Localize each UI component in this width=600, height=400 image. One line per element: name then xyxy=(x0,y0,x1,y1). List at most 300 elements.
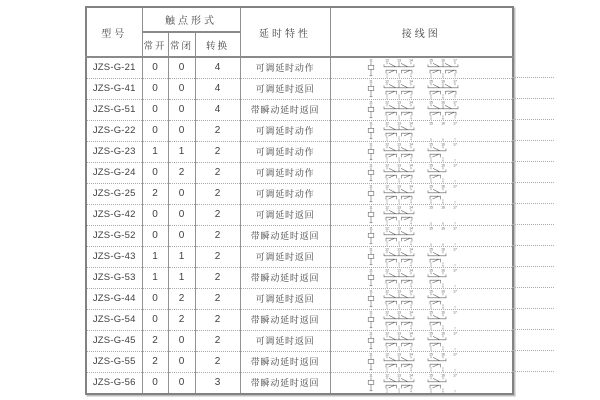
svg-text:14: 14 xyxy=(409,142,414,147)
svg-text:12: 12 xyxy=(385,247,390,252)
svg-text:13: 13 xyxy=(397,352,402,357)
changeover-count-cell: 2 xyxy=(195,142,240,163)
svg-text:13: 13 xyxy=(397,247,402,252)
table-row xyxy=(86,100,513,121)
changeover-count-cell: 2 xyxy=(195,310,240,331)
svg-text:5: 5 xyxy=(430,95,433,99)
table-row xyxy=(86,373,513,395)
normally-open-count-cell: 2 xyxy=(142,331,168,352)
svg-text:11: 11 xyxy=(369,226,374,231)
svg-text:15: 15 xyxy=(429,268,434,273)
normally-open-count-cell: 2 xyxy=(142,184,168,205)
svg-text:3: 3 xyxy=(398,242,401,246)
changeover-count-cell: 2 xyxy=(195,331,240,352)
svg-text:7: 7 xyxy=(454,221,457,225)
wiring-diagram-cell xyxy=(330,184,513,205)
svg-text:13: 13 xyxy=(397,289,402,294)
svg-text:15: 15 xyxy=(429,184,434,189)
normally-open-count-cell: 0 xyxy=(142,310,168,331)
header-normally-open: 常开 xyxy=(142,32,168,57)
svg-text:3: 3 xyxy=(398,368,401,372)
table-row xyxy=(86,184,513,205)
normally-closed-count-cell: 2 xyxy=(168,310,195,331)
svg-text:16: 16 xyxy=(441,163,446,168)
svg-text:7: 7 xyxy=(454,389,457,393)
svg-text:3: 3 xyxy=(398,158,401,162)
changeover-count-cell: 4 xyxy=(195,79,240,100)
svg-text:13: 13 xyxy=(397,58,402,63)
svg-text:17: 17 xyxy=(453,58,458,63)
normally-closed-count-cell: 0 xyxy=(168,79,195,100)
svg-text:16: 16 xyxy=(441,289,446,294)
svg-text:13: 13 xyxy=(397,142,402,147)
svg-text:12: 12 xyxy=(385,121,390,126)
changeover-count-cell: 2 xyxy=(195,226,240,247)
wiring-diagram-icon xyxy=(361,331,481,351)
svg-text:13: 13 xyxy=(397,100,402,105)
normally-open-count-cell: 0 xyxy=(142,57,168,79)
svg-text:5: 5 xyxy=(430,242,433,246)
row-separator-overflow xyxy=(512,266,554,267)
svg-text:16: 16 xyxy=(441,331,446,336)
normally-open-count-cell: 0 xyxy=(142,373,168,395)
spec-table xyxy=(85,6,514,395)
svg-text:14: 14 xyxy=(409,121,414,126)
svg-text:3: 3 xyxy=(398,95,401,99)
row-separator-overflow xyxy=(512,287,554,288)
svg-text:12: 12 xyxy=(385,142,390,147)
svg-text:2: 2 xyxy=(386,242,389,246)
svg-text:6: 6 xyxy=(442,263,445,267)
svg-text:5: 5 xyxy=(430,326,433,330)
svg-text:2: 2 xyxy=(386,95,389,99)
svg-text:11: 11 xyxy=(369,100,374,105)
wiring-diagram-cell xyxy=(330,142,513,163)
svg-text:2: 2 xyxy=(386,347,389,351)
svg-text:16: 16 xyxy=(441,352,446,357)
svg-text:16: 16 xyxy=(441,373,446,378)
svg-text:5: 5 xyxy=(430,284,433,288)
svg-text:17: 17 xyxy=(453,100,458,105)
svg-text:12: 12 xyxy=(385,352,390,357)
model-cell: JZS-G-53 xyxy=(86,268,142,289)
delay-characteristic-cell: 可调延时动作 xyxy=(240,57,330,79)
model-cell: JZS-G-44 xyxy=(86,289,142,310)
wiring-diagram-cell xyxy=(330,331,513,352)
svg-text:5: 5 xyxy=(430,221,433,225)
svg-text:11: 11 xyxy=(369,163,374,168)
wiring-diagram-icon xyxy=(361,58,481,78)
model-cell: JZS-G-54 xyxy=(86,310,142,331)
svg-text:14: 14 xyxy=(409,58,414,63)
svg-text:6: 6 xyxy=(442,137,445,141)
model-cell: JZS-G-21 xyxy=(86,57,142,79)
svg-text:13: 13 xyxy=(397,184,402,189)
row-separator-overflow xyxy=(512,203,554,204)
svg-text:2: 2 xyxy=(386,305,389,309)
svg-text:15: 15 xyxy=(429,79,434,84)
model-cell: JZS-G-45 xyxy=(86,331,142,352)
svg-text:13: 13 xyxy=(397,79,402,84)
changeover-count-cell: 3 xyxy=(195,373,240,395)
svg-text:15: 15 xyxy=(429,58,434,63)
svg-text:2: 2 xyxy=(386,74,389,78)
svg-text:3: 3 xyxy=(398,305,401,309)
svg-text:17: 17 xyxy=(453,289,458,294)
delay-characteristic-cell: 带瞬动延时返回 xyxy=(240,226,330,247)
svg-text:16: 16 xyxy=(441,310,446,315)
changeover-count-cell: 2 xyxy=(195,184,240,205)
svg-text:4: 4 xyxy=(410,242,413,246)
wiring-diagram-icon xyxy=(361,310,481,330)
header-contact-form: 触点形式 xyxy=(142,7,240,32)
svg-text:4: 4 xyxy=(410,158,413,162)
row-separator-overflow xyxy=(512,308,554,309)
svg-text:17: 17 xyxy=(453,310,458,315)
svg-text:5: 5 xyxy=(430,179,433,183)
table-row xyxy=(86,247,513,268)
wiring-diagram-cell xyxy=(330,226,513,247)
svg-text:5: 5 xyxy=(430,347,433,351)
svg-text:4: 4 xyxy=(410,74,413,78)
svg-text:6: 6 xyxy=(442,221,445,225)
normally-closed-count-cell: 1 xyxy=(168,142,195,163)
wiring-diagram-icon xyxy=(361,100,481,120)
model-cell: JZS-G-55 xyxy=(86,352,142,373)
svg-text:5: 5 xyxy=(430,389,433,393)
svg-text:15: 15 xyxy=(429,373,434,378)
svg-text:5: 5 xyxy=(430,158,433,162)
svg-text:16: 16 xyxy=(441,100,446,105)
svg-text:11: 11 xyxy=(369,79,374,84)
svg-text:14: 14 xyxy=(409,100,414,105)
row-separator-overflow xyxy=(512,77,554,78)
svg-text:4: 4 xyxy=(410,326,413,330)
svg-text:15: 15 xyxy=(429,205,434,210)
delay-characteristic-cell: 可调延时返回 xyxy=(240,247,330,268)
header-model: 型号 xyxy=(86,7,142,57)
normally-open-count-cell: 0 xyxy=(142,121,168,142)
svg-text:6: 6 xyxy=(442,158,445,162)
svg-text:14: 14 xyxy=(409,331,414,336)
model-cell: JZS-G-41 xyxy=(86,79,142,100)
svg-text:12: 12 xyxy=(385,58,390,63)
delay-characteristic-cell: 可调延时动作 xyxy=(240,184,330,205)
table-row xyxy=(86,268,513,289)
svg-text:3: 3 xyxy=(398,326,401,330)
table-row xyxy=(86,142,513,163)
svg-text:3: 3 xyxy=(398,116,401,120)
svg-text:6: 6 xyxy=(442,326,445,330)
normally-closed-count-cell: 2 xyxy=(168,289,195,310)
svg-text:2: 2 xyxy=(386,221,389,225)
svg-text:7: 7 xyxy=(454,263,457,267)
delay-characteristic-cell: 带瞬动延时返回 xyxy=(240,310,330,331)
svg-text:4: 4 xyxy=(410,263,413,267)
header-delay-characteristic: 延时特性 xyxy=(240,7,330,57)
svg-text:7: 7 xyxy=(454,137,457,141)
svg-text:16: 16 xyxy=(441,268,446,273)
normally-closed-count-cell: 2 xyxy=(168,163,195,184)
header-wiring-diagram: 接线图 xyxy=(330,7,513,57)
table-row xyxy=(86,331,513,352)
svg-text:3: 3 xyxy=(398,389,401,393)
model-cell: JZS-G-51 xyxy=(86,100,142,121)
wiring-diagram-cell xyxy=(330,247,513,268)
normally-closed-count-cell: 0 xyxy=(168,205,195,226)
table-row xyxy=(86,121,513,142)
svg-text:13: 13 xyxy=(397,310,402,315)
row-separator-overflow xyxy=(512,371,554,372)
svg-text:2: 2 xyxy=(386,137,389,141)
svg-text:2: 2 xyxy=(386,263,389,267)
row-separator-overflow xyxy=(512,350,554,351)
svg-text:6: 6 xyxy=(442,200,445,204)
changeover-count-cell: 2 xyxy=(195,352,240,373)
svg-text:14: 14 xyxy=(409,373,414,378)
svg-text:13: 13 xyxy=(397,226,402,231)
normally-open-count-cell: 0 xyxy=(142,289,168,310)
svg-text:13: 13 xyxy=(397,205,402,210)
svg-text:14: 14 xyxy=(409,289,414,294)
table-row xyxy=(86,310,513,331)
svg-text:3: 3 xyxy=(398,200,401,204)
normally-open-count-cell: 2 xyxy=(142,352,168,373)
svg-text:16: 16 xyxy=(441,79,446,84)
svg-text:6: 6 xyxy=(442,368,445,372)
svg-text:12: 12 xyxy=(385,163,390,168)
svg-text:7: 7 xyxy=(454,347,457,351)
svg-text:11: 11 xyxy=(369,142,374,147)
svg-text:5: 5 xyxy=(430,200,433,204)
svg-text:11: 11 xyxy=(369,247,374,252)
svg-text:16: 16 xyxy=(441,121,446,126)
svg-text:2: 2 xyxy=(386,284,389,288)
svg-text:15: 15 xyxy=(429,121,434,126)
svg-text:14: 14 xyxy=(409,310,414,315)
svg-text:11: 11 xyxy=(369,289,374,294)
svg-text:13: 13 xyxy=(397,268,402,273)
svg-text:7: 7 xyxy=(454,179,457,183)
table-header xyxy=(86,7,513,57)
svg-text:2: 2 xyxy=(386,389,389,393)
svg-text:17: 17 xyxy=(453,247,458,252)
svg-text:16: 16 xyxy=(441,205,446,210)
svg-text:14: 14 xyxy=(409,268,414,273)
wiring-diagram-cell xyxy=(330,79,513,100)
svg-text:4: 4 xyxy=(410,200,413,204)
svg-text:5: 5 xyxy=(430,305,433,309)
row-separator-overflow xyxy=(512,245,554,246)
svg-text:15: 15 xyxy=(429,289,434,294)
svg-text:4: 4 xyxy=(410,221,413,225)
svg-text:12: 12 xyxy=(385,100,390,105)
normally-closed-count-cell: 0 xyxy=(168,100,195,121)
normally-closed-count-cell: 0 xyxy=(168,373,195,395)
row-separator-overflow xyxy=(512,182,554,183)
svg-text:11: 11 xyxy=(369,310,374,315)
wiring-diagram-icon xyxy=(361,268,481,288)
wiring-diagram-cell xyxy=(330,163,513,184)
normally-closed-count-cell: 0 xyxy=(168,226,195,247)
svg-text:17: 17 xyxy=(453,373,458,378)
delay-characteristic-cell: 带瞬动延时返回 xyxy=(240,373,330,395)
svg-text:4: 4 xyxy=(410,389,413,393)
svg-text:14: 14 xyxy=(409,352,414,357)
svg-text:5: 5 xyxy=(430,137,433,141)
svg-text:7: 7 xyxy=(454,242,457,246)
svg-text:11: 11 xyxy=(369,352,374,357)
delay-characteristic-cell: 带瞬动延时返回 xyxy=(240,100,330,121)
delay-characteristic-cell: 可调延时返回 xyxy=(240,289,330,310)
svg-text:7: 7 xyxy=(454,326,457,330)
svg-text:6: 6 xyxy=(442,242,445,246)
delay-characteristic-cell: 带瞬动延时返回 xyxy=(240,268,330,289)
svg-text:5: 5 xyxy=(430,74,433,78)
model-cell: JZS-G-24 xyxy=(86,163,142,184)
wiring-diagram-cell xyxy=(330,289,513,310)
wiring-diagram-icon xyxy=(361,163,481,183)
svg-text:6: 6 xyxy=(442,179,445,183)
normally-closed-count-cell: 0 xyxy=(168,352,195,373)
svg-text:15: 15 xyxy=(429,142,434,147)
svg-text:6: 6 xyxy=(442,347,445,351)
changeover-count-cell: 2 xyxy=(195,289,240,310)
model-cell: JZS-G-25 xyxy=(86,184,142,205)
wiring-diagram-icon xyxy=(361,289,481,309)
svg-text:2: 2 xyxy=(386,200,389,204)
table-row xyxy=(86,163,513,184)
svg-text:7: 7 xyxy=(454,368,457,372)
svg-text:17: 17 xyxy=(453,163,458,168)
svg-text:11: 11 xyxy=(369,58,374,63)
svg-text:15: 15 xyxy=(429,310,434,315)
svg-text:17: 17 xyxy=(453,79,458,84)
wiring-diagram-icon xyxy=(361,373,481,393)
svg-text:17: 17 xyxy=(453,142,458,147)
wiring-diagram-icon xyxy=(361,142,481,162)
svg-text:15: 15 xyxy=(429,163,434,168)
svg-text:11: 11 xyxy=(369,268,374,273)
delay-characteristic-cell: 可调延时返回 xyxy=(240,331,330,352)
table-row xyxy=(86,226,513,247)
svg-text:16: 16 xyxy=(441,226,446,231)
row-separator-overflow xyxy=(512,140,554,141)
svg-text:14: 14 xyxy=(409,163,414,168)
header-normally-closed: 常闭 xyxy=(168,32,195,57)
svg-text:4: 4 xyxy=(410,368,413,372)
wiring-diagram-cell xyxy=(330,57,513,79)
changeover-count-cell: 2 xyxy=(195,121,240,142)
svg-text:13: 13 xyxy=(397,373,402,378)
svg-text:3: 3 xyxy=(398,137,401,141)
svg-text:6: 6 xyxy=(442,284,445,288)
table-body xyxy=(86,57,513,394)
wiring-diagram-icon xyxy=(361,79,481,99)
changeover-count-cell: 4 xyxy=(195,100,240,121)
wiring-diagram-icon xyxy=(361,184,481,204)
svg-text:3: 3 xyxy=(398,179,401,183)
svg-text:11: 11 xyxy=(369,205,374,210)
svg-text:3: 3 xyxy=(398,221,401,225)
changeover-count-cell: 4 xyxy=(195,57,240,79)
svg-text:5: 5 xyxy=(430,368,433,372)
svg-text:6: 6 xyxy=(442,389,445,393)
svg-text:6: 6 xyxy=(442,74,445,78)
svg-text:16: 16 xyxy=(441,142,446,147)
normally-open-count-cell: 0 xyxy=(142,163,168,184)
svg-text:7: 7 xyxy=(454,116,457,120)
svg-text:5: 5 xyxy=(430,116,433,120)
svg-text:7: 7 xyxy=(454,284,457,288)
model-cell: JZS-G-22 xyxy=(86,121,142,142)
svg-text:13: 13 xyxy=(397,121,402,126)
wiring-diagram-cell xyxy=(330,373,513,395)
svg-text:11: 11 xyxy=(369,184,374,189)
svg-text:7: 7 xyxy=(454,95,457,99)
svg-text:6: 6 xyxy=(442,95,445,99)
svg-text:7: 7 xyxy=(454,158,457,162)
svg-text:17: 17 xyxy=(453,352,458,357)
model-cell: JZS-G-52 xyxy=(86,226,142,247)
changeover-count-cell: 2 xyxy=(195,205,240,226)
table-row xyxy=(86,205,513,226)
svg-text:13: 13 xyxy=(397,331,402,336)
svg-text:16: 16 xyxy=(441,184,446,189)
svg-text:17: 17 xyxy=(453,331,458,336)
wiring-diagram-cell xyxy=(330,100,513,121)
normally-closed-count-cell: 0 xyxy=(168,184,195,205)
row-separator-overflow xyxy=(512,98,554,99)
svg-text:12: 12 xyxy=(385,289,390,294)
svg-text:14: 14 xyxy=(409,79,414,84)
svg-text:14: 14 xyxy=(409,247,414,252)
svg-text:2: 2 xyxy=(386,116,389,120)
svg-text:12: 12 xyxy=(385,205,390,210)
svg-text:4: 4 xyxy=(410,347,413,351)
svg-text:11: 11 xyxy=(369,373,374,378)
wiring-diagram-icon xyxy=(361,352,481,372)
svg-text:6: 6 xyxy=(442,305,445,309)
svg-text:2: 2 xyxy=(386,368,389,372)
svg-text:12: 12 xyxy=(385,331,390,336)
svg-text:3: 3 xyxy=(398,347,401,351)
row-separator-overflow xyxy=(512,329,554,330)
svg-text:17: 17 xyxy=(453,268,458,273)
model-cell: JZS-G-42 xyxy=(86,205,142,226)
table-row xyxy=(86,79,513,100)
model-cell: JZS-G-56 xyxy=(86,373,142,395)
svg-text:11: 11 xyxy=(369,331,374,336)
wiring-diagram-cell xyxy=(330,205,513,226)
svg-text:4: 4 xyxy=(410,305,413,309)
normally-closed-count-cell: 1 xyxy=(168,247,195,268)
svg-text:17: 17 xyxy=(453,205,458,210)
svg-text:4: 4 xyxy=(410,284,413,288)
svg-text:13: 13 xyxy=(397,163,402,168)
normally-closed-count-cell: 0 xyxy=(168,121,195,142)
wiring-diagram-cell xyxy=(330,352,513,373)
svg-text:3: 3 xyxy=(398,263,401,267)
svg-text:11: 11 xyxy=(369,121,374,126)
wiring-diagram-cell xyxy=(330,268,513,289)
normally-open-count-cell: 1 xyxy=(142,142,168,163)
normally-closed-count-cell: 0 xyxy=(168,57,195,79)
svg-text:14: 14 xyxy=(409,205,414,210)
svg-text:15: 15 xyxy=(429,352,434,357)
normally-closed-count-cell: 1 xyxy=(168,268,195,289)
table-row xyxy=(86,352,513,373)
